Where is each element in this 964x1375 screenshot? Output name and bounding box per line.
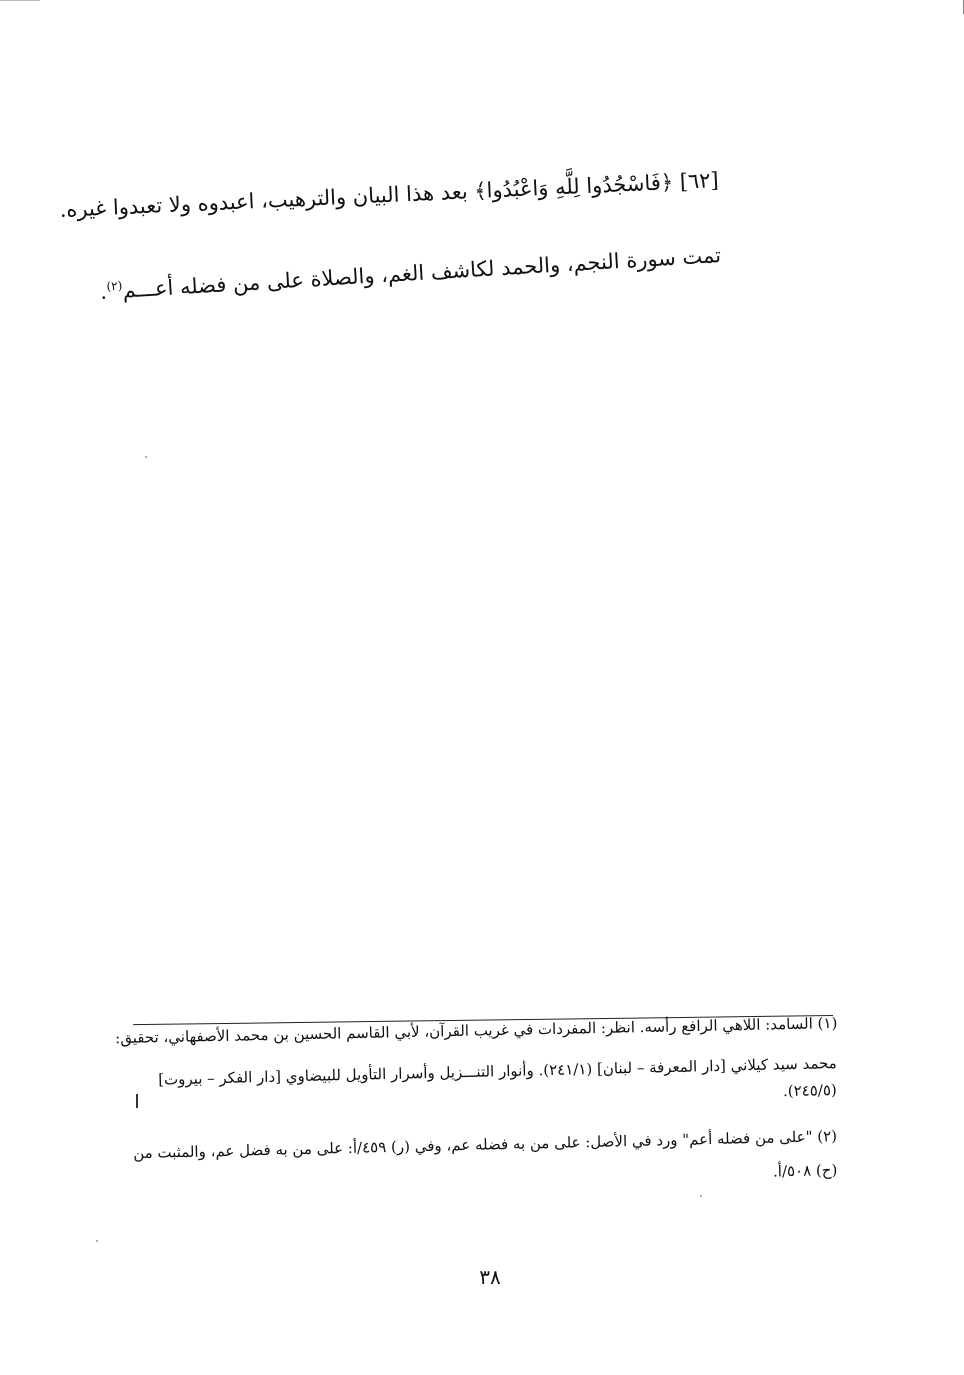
scan-speck <box>96 1240 98 1242</box>
footnote-2-line-2: (ح) ٥٠٨/أ. <box>772 1161 838 1181</box>
footnote-2-line-1: (٢) "على من فضله أعم" ورد في الأصل: على من به فضله عم، وفي (ر) ٤٥٩/أ: على من به فضل عم، والمثبت من <box>132 1127 838 1163</box>
footnote-1-line-2: محمد سيد كيلاني [دار المعرفة – لبنان] (٢٤١/١). وأنوار التنـــزيل وأسرار التأويل للبيضاوي [دار الفكر – بيروت] <box>158 1054 838 1089</box>
scan-speck <box>145 456 147 458</box>
scan-edge-mark <box>0 0 40 1</box>
body-line-verse: [٦٢] ﴿فَاسْجُدُوا لِلَّهِ وَاعْبُدُوا﴾ بعد هذا البيان والترهيب، اعبدوه ولا تعبدوا غيره. <box>59 168 720 222</box>
closing-text: تمت سورة النجم، والحمد لكاشف الغم، والصلاة على من فضله أعـــم <box>121 243 722 303</box>
closing-period: . <box>99 279 108 304</box>
page-number: ٣٨ <box>479 1265 501 1289</box>
footnote-1-line-1: (١) السامد: اللاهي الرافع رأسه. انظر: المفردات في غريب القرآن، لأبي القاسم الحسين بن محمد الأصفهاني، تحقيق: <box>114 1014 838 1048</box>
bracket-mark <box>136 1094 138 1108</box>
footnote-ref-2: (٢) <box>106 278 123 294</box>
footnote-1-line-3: (٢٤٥/٥). <box>783 1081 838 1101</box>
scan-speck <box>700 1195 702 1197</box>
body-line-closing <box>99 241 721 306</box>
